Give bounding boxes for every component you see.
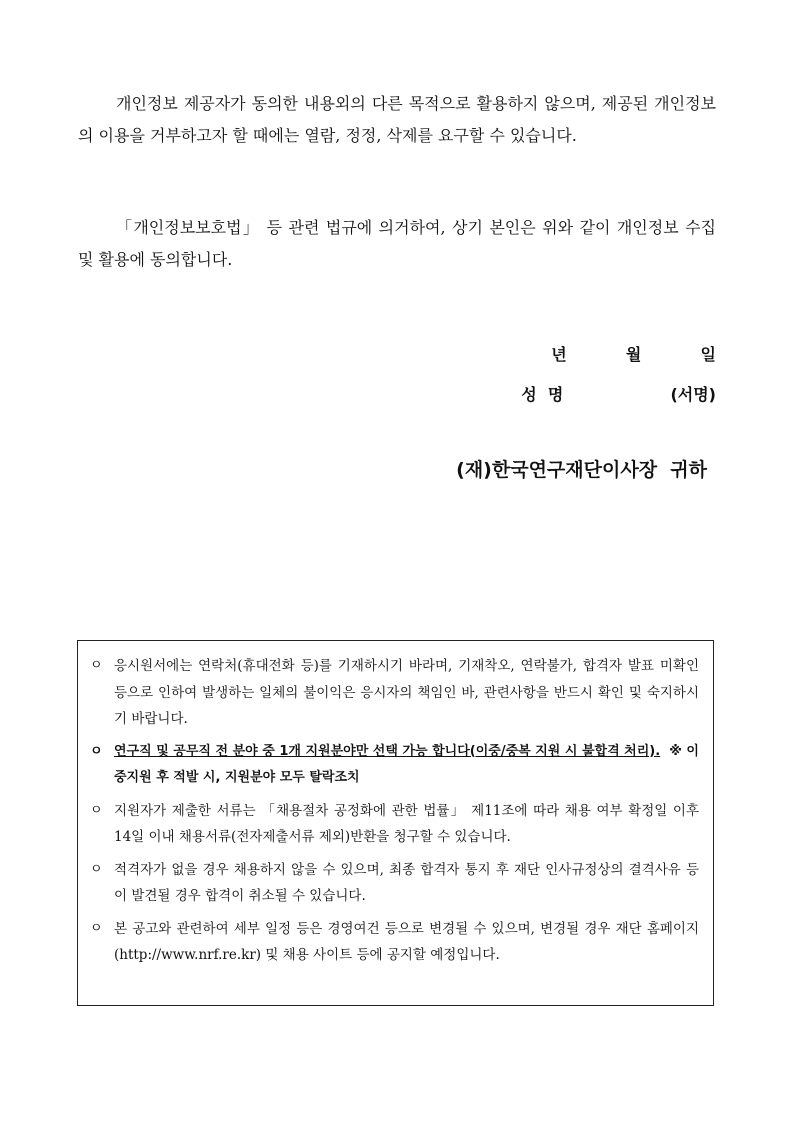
year-label: 년: [551, 345, 567, 364]
notice-box: [77, 640, 714, 1006]
bullet-icon: ㅇ: [90, 743, 103, 759]
notice-item: [90, 653, 699, 733]
bullet-icon: ㅇ: [90, 802, 103, 818]
notice-item: [90, 857, 699, 910]
notice-item: [90, 916, 699, 969]
recipient-line: (재)한국연구재단이사장 귀하: [456, 459, 707, 481]
notice-text-underlined: 연구직 및 공무직 전 분야 중 1개 지원분야만 선택 가능 합니다(이중/중복 지원 시 불합격 처리).: [114, 743, 661, 759]
notice-text: 본 공고와 관련하여 세부 일정 등은 경영여건 등으로 변경될 수 있으며, 변경될 경우 재단 홈페이지(http://www.nrf.re.kr) 및 채용 사이트 등에 공지할 예정입니다.: [114, 920, 699, 963]
bullet-icon: ㅇ: [90, 920, 103, 936]
notice-item: [90, 798, 699, 851]
signature-line: [521, 382, 716, 405]
sign-label: (서명): [670, 385, 716, 404]
month-label: 월: [625, 345, 642, 364]
name-label: 성 명: [521, 385, 564, 404]
notice-text: 응시원서에는 연락처(휴대전화 등)를 기재하시기 바라며, 기재착오, 연락불가, 합격자 발표 미확인 등으로 인하여 발생하는 일체의 불이익은 응시자의 책임인 바, 관련사항을 반드시 확인 및 숙지하시기 바랍니다.: [114, 658, 699, 727]
notice-text-warning: ※ 이중지원 후 적발 시, 지원분야 모두 탈락조치: [114, 743, 699, 785]
bullet-icon: ㅇ: [90, 658, 103, 673]
notice-text: 적격자가 없을 경우 채용하지 않을 수 있으며, 최종 합격자 통지 후 재단 인사규정상의 결격사유 등이 발견될 경우 합격이 취소될 수 있습니다.: [114, 861, 699, 904]
date-line: [551, 342, 716, 365]
consent-paragraph-usage: 개인정보 제공자가 동의한 내용외의 다른 목적으로 활용하지 않으며, 제공된 개인정보의 이용을 거부하고자 할 때에는 열람, 정정, 삭제를 요구할 수 있습니다.: [78, 94, 716, 145]
bullet-icon: ㅇ: [90, 861, 103, 877]
consent-paragraph-agreement: 「개인정보보호법」 등 관련 법규에 의거하여, 상기 본인은 위와 같이 개인정보 수집 및 활용에 동의합니다.: [78, 218, 716, 269]
notice-item-emphasis: [90, 739, 699, 792]
notice-text: 지원자가 제출한 서류는 「채용절차 공정화에 관한 법률」 제11조에 따라 채용 여부 확정일 이후 14일 이내 채용서류(전자제출서류 제외)반환을 청구할 수 있습니다.: [114, 802, 699, 845]
day-label: 일: [700, 345, 716, 364]
